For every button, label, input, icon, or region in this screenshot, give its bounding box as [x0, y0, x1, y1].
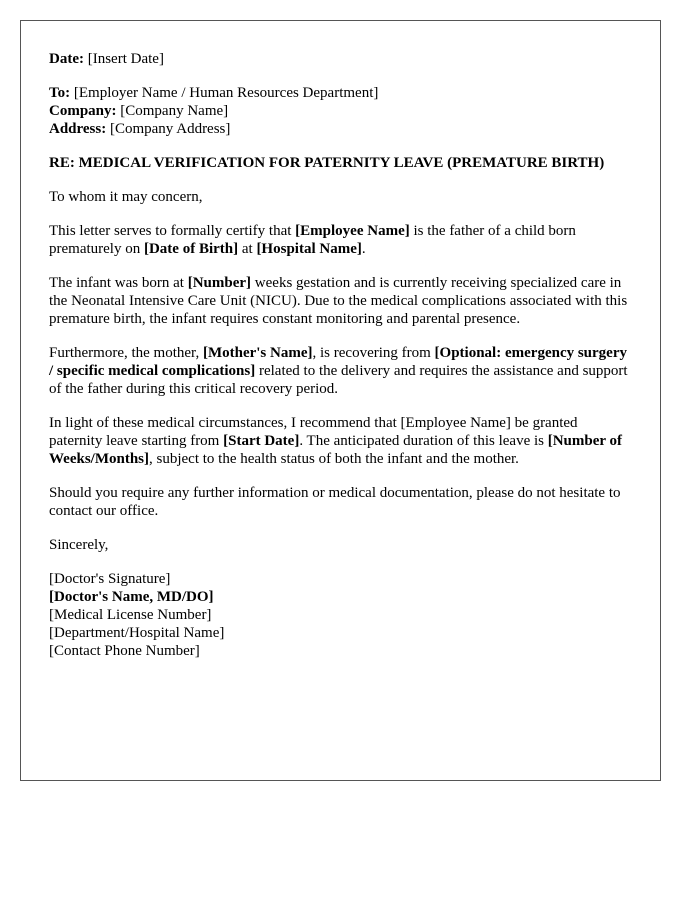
company-label: Company:: [49, 103, 117, 119]
license-number: [Medical License Number]: [49, 607, 212, 623]
paragraph-mother-condition: [49, 344, 634, 398]
closing: Sincerely,: [49, 537, 109, 553]
signature-block: [49, 570, 634, 660]
address-label: Address:: [49, 121, 107, 137]
text-segment: weeks gestation and is currently receiving specialized care in the Neonatal Intensive Care Unit (NICU). Due to the medical complications associated with this premature birth, the infant requires constant monitoring and parental presence.: [49, 275, 628, 327]
text-segment: . The anticipated duration of this leave is: [299, 433, 548, 449]
text-segment: .: [361, 241, 366, 257]
text-segment: Furthermore, the mother,: [49, 345, 203, 361]
doctor-name: [Doctor's Name, MD/DO]: [49, 589, 214, 605]
paragraph-certification: [49, 222, 634, 258]
hospital-name-placeholder: [Hospital Name]: [256, 241, 362, 257]
recipient-block: [49, 84, 634, 138]
text-segment: at: [238, 241, 257, 257]
paragraph-recommendation: [49, 414, 634, 468]
company-value: [Company Name]: [116, 103, 229, 119]
contact-phone: [Contact Phone Number]: [49, 643, 200, 659]
company-line: [49, 102, 634, 120]
address-line: [49, 120, 634, 138]
to-line: [49, 84, 634, 102]
letter-frame: [20, 20, 661, 781]
duration-placeholder: [Number of Weeks/Months]: [49, 433, 623, 467]
to-value: [Employer Name / Human Resources Department]: [70, 85, 379, 101]
text-segment: In light of these medical circumstances, I recommend that [Employee Name] be granted paternity leave starting from: [49, 415, 578, 449]
address-value: [Company Address]: [106, 121, 231, 137]
paragraph-infant-condition: [49, 274, 634, 328]
text-segment: is the father of a child born prematurely on: [49, 223, 576, 257]
text-segment: related to the delivery and requires the assistance and support of the father during this critical recovery period.: [49, 363, 628, 397]
text-segment: The infant was born at: [49, 275, 188, 291]
employee-name-placeholder: [Employee Name]: [295, 223, 410, 239]
greeting: To whom it may concern,: [49, 189, 203, 205]
gestation-weeks-placeholder: [Number]: [187, 275, 252, 291]
date-label: Date:: [49, 51, 84, 67]
date-value: [Insert Date]: [83, 51, 164, 67]
letter-header: [49, 50, 634, 68]
mothers-name-placeholder: [Mother's Name]: [202, 345, 313, 361]
text-segment: , is recovering from: [312, 345, 435, 361]
paragraph-contact: Should you require any further information or medical documentation, please do not hesitate to contact our office.: [49, 485, 621, 519]
text-segment: , subject to the health status of both the infant and the mother.: [149, 451, 519, 467]
start-date-placeholder: [Start Date]: [223, 433, 300, 449]
doctor-signature: [Doctor's Signature]: [49, 571, 171, 587]
complications-placeholder: [Optional: emergency surgery / specific medical complications]: [49, 345, 627, 379]
date-of-birth-placeholder: [Date of Birth]: [143, 241, 239, 257]
subject-line: RE: MEDICAL VERIFICATION FOR PATERNITY LEAVE (PREMATURE BIRTH): [49, 155, 605, 171]
date-line: [49, 50, 634, 68]
letter-body: [49, 50, 634, 676]
department-name: [Department/Hospital Name]: [49, 625, 225, 641]
text-segment: This letter serves to formally certify that: [49, 223, 296, 239]
to-label: To:: [49, 85, 71, 101]
